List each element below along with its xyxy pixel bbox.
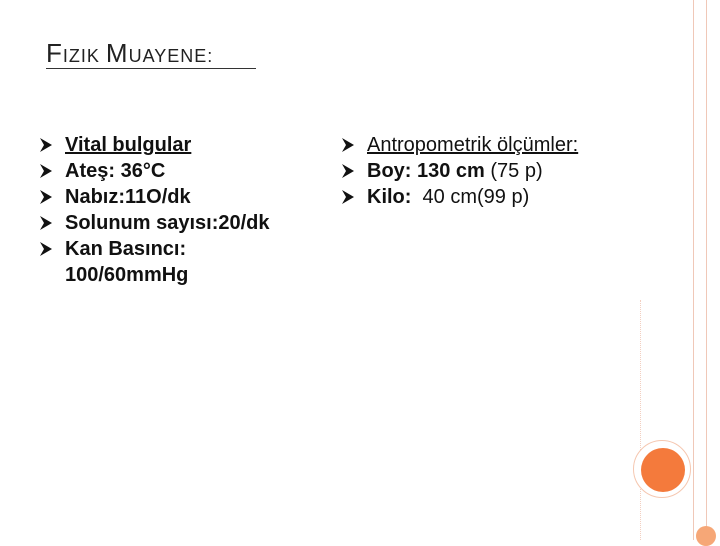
- title-initial-1: F: [46, 38, 63, 68]
- title-underline: [46, 68, 256, 69]
- respiration-value: Solunum sayısı:20/dk: [65, 212, 270, 234]
- vital-signs-heading: Vital bulgular: [65, 134, 192, 156]
- arrowhead-bullet-icon: [40, 164, 52, 178]
- arrowhead-bullet-icon: [342, 164, 354, 178]
- title-rest-2: UAYENE:: [128, 46, 214, 66]
- arrowhead-bullet-icon: [40, 138, 52, 152]
- height-value: Boy: 130 cm: [367, 160, 485, 182]
- list-item: [40, 132, 310, 158]
- height-percentile: (75 p): [484, 160, 543, 182]
- arrowhead-bullet-icon: [40, 216, 52, 230]
- blood-pressure-value: Kan Basıncı: 100/60mmHg: [65, 238, 189, 286]
- list-item: [40, 184, 310, 210]
- vital-signs-list: [40, 132, 310, 288]
- page-title: [46, 38, 213, 69]
- title-initial-2: M: [105, 38, 129, 68]
- pulse-value: Nabız:11O/dk: [65, 186, 191, 208]
- list-item: [342, 132, 662, 158]
- fever-label: Ateş: [65, 160, 109, 182]
- arrowhead-bullet-icon: [342, 138, 354, 152]
- list-item: [342, 184, 662, 210]
- list-item: [40, 236, 310, 288]
- decorative-edge-line: [693, 0, 694, 540]
- weight-value: 40 cm(99 p): [411, 186, 530, 208]
- decorative-orange-circle: [641, 448, 685, 492]
- anthropometric-heading: Antropometrik ölçümler:: [367, 134, 579, 156]
- fever-value: : 36°C: [108, 160, 166, 182]
- title-rest-1: IZIK: [62, 46, 106, 66]
- list-item: [342, 158, 662, 184]
- decorative-dotted-line: [640, 300, 641, 540]
- weight-label: Kilo:: [367, 186, 412, 208]
- arrowhead-bullet-icon: [40, 190, 52, 204]
- anthropometric-list: [342, 132, 662, 210]
- decorative-small-circle: [696, 526, 716, 546]
- list-item: [40, 158, 310, 184]
- arrowhead-bullet-icon: [342, 190, 354, 204]
- decorative-edge-line: [706, 0, 707, 540]
- list-item: [40, 210, 310, 236]
- arrowhead-bullet-icon: [40, 242, 52, 256]
